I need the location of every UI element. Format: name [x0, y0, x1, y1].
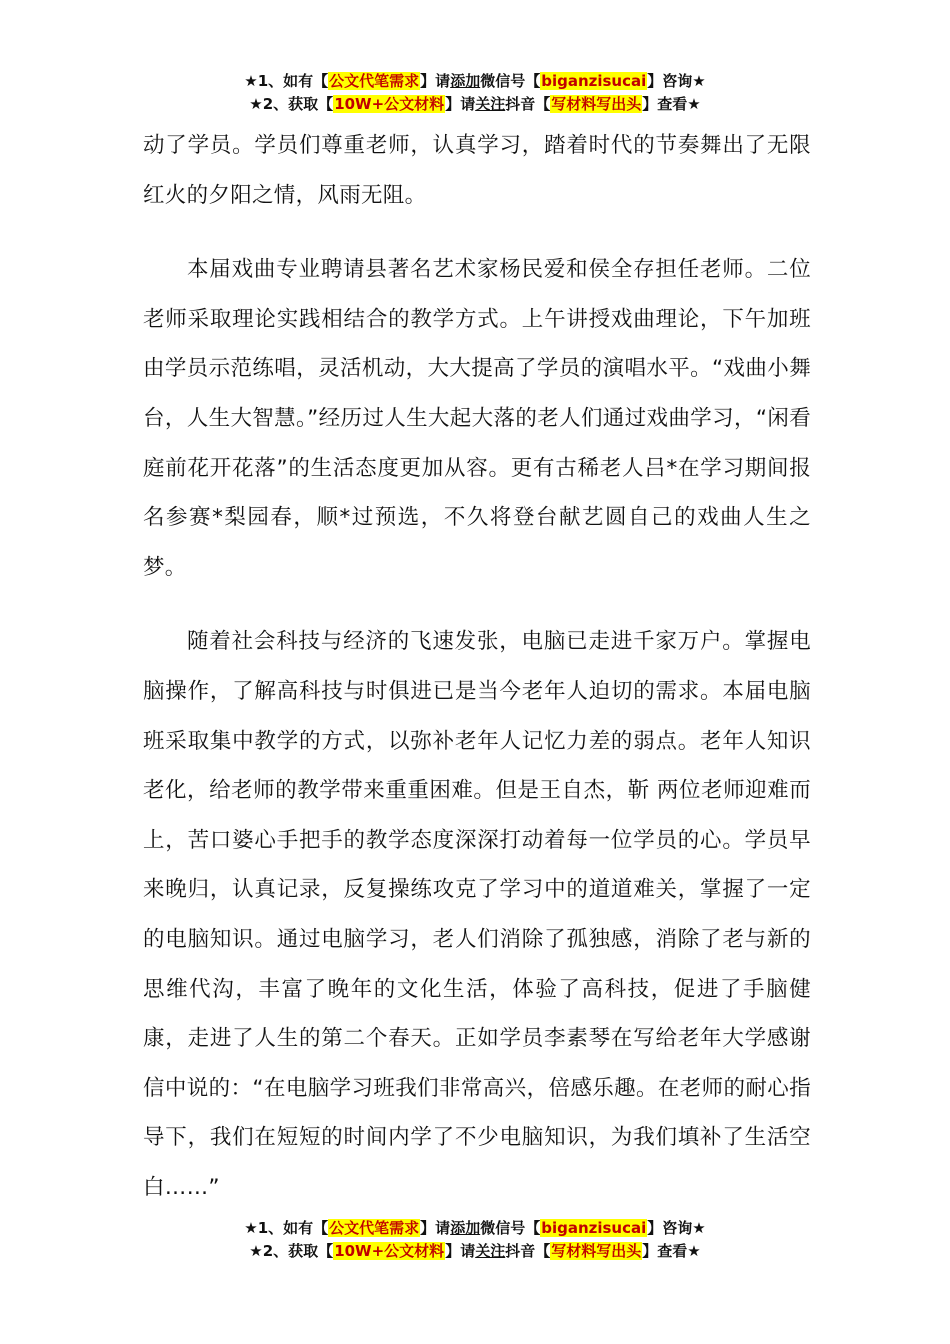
- banner-underlined-text: 关注: [475, 1242, 506, 1260]
- banner-text: ★2、获取【: [249, 95, 334, 113]
- banner-text: 】请: [420, 1219, 451, 1237]
- highlight-wechat-id: biganzisucai: [541, 72, 647, 90]
- banner-text: 】咨询★: [647, 72, 706, 90]
- highlight-materials: 10W+公文材料: [334, 1242, 445, 1260]
- banner-text: ★2、获取【: [249, 1242, 334, 1260]
- banner-text: 】请: [445, 1242, 476, 1260]
- banner-text: ★1、如有【: [244, 1219, 329, 1237]
- banner-text: ★1、如有【: [244, 72, 329, 90]
- paragraph-computer-class: 随着社会科技与经济的飞速发张，电脑已走进千家万户。掌握电脑操作，了解高科技与时俱进已是当今老年人迫切的需求。本届电脑班采取集中教学的方式，以弥补老年人记忆力差的弱点。老年人知识老化，给老师的教学带来重重困难。但是王自杰，靳 两位老师迎难而上，苦口婆心手把手的教学态度深深打动着每一位学员的心。学员早来晚归，认真记录，反复操练攻克了学习中的道道难关，掌握了一定的电脑知识。通过电脑学习，老人们消除了孤独感，消除了老与新的思维代沟，丰富了晚年的文化生活，体验了高科技，促进了手脑健康，走进了人生的第二个春天。正如学员李素琴在写给老年大学感谢信中说的：“在电脑学习班我们非常高兴，倍感乐趣。在老师的耐心指导下，我们在短短的时间内学了不少电脑知识，为我们填补了生活空白……”: [143, 629, 811, 1200]
- highlight-service: 公文代笔需求: [329, 1219, 420, 1237]
- header-banner: [0, 70, 950, 116]
- banner-line-1: [0, 70, 950, 93]
- highlight-wechat-id: biganzisucai: [541, 1219, 647, 1237]
- paragraph-continuation: 动了学员。学员们尊重老师，认真学习，踏着时代的节奏舞出了无限红火的夕阳之情，风雨无阻。: [143, 133, 811, 208]
- banner-text: 】查看★: [642, 1242, 701, 1260]
- banner-text: 抖音【: [505, 1242, 551, 1260]
- banner-text: 】查看★: [642, 95, 701, 113]
- banner-text: 】咨询★: [647, 1219, 706, 1237]
- banner-text: 抖音【: [505, 95, 551, 113]
- footer-banner: [0, 1217, 950, 1263]
- banner-line-2: [0, 1240, 950, 1263]
- paragraph-opera-class: 本届戏曲专业聘请县著名艺术家杨民爱和侯全存担任老师。二位老师采取理论实践相结合的教学方式。上午讲授戏曲理论，下午加班由学员示范练唱，灵活机动，大大提高了学员的演唱水平。“戏曲小舞台，人生大智慧。”经历过人生大起大落的老人们通过戏曲学习，“闲看庭前花开花落”的生活态度更加从容。更有古稀老人吕*在学习期间报名参赛*梨园春，顺*过预选，不久将登台献艺圆自己的戏曲人生之梦。: [143, 257, 811, 580]
- banner-underlined-text: 添加: [450, 1219, 481, 1237]
- banner-line-2: [0, 93, 950, 116]
- banner-text: 微信号【: [480, 1219, 541, 1237]
- document-body: [143, 121, 811, 1212]
- highlight-materials: 10W+公文材料: [334, 95, 445, 113]
- highlight-douyin-account: 写材料写出头: [551, 1242, 642, 1260]
- banner-text: 】请: [445, 95, 476, 113]
- banner-line-1: [0, 1217, 950, 1240]
- highlight-service: 公文代笔需求: [329, 72, 420, 90]
- highlight-douyin-account: 写材料写出头: [551, 95, 642, 113]
- banner-text: 微信号【: [480, 72, 541, 90]
- banner-underlined-text: 关注: [475, 95, 506, 113]
- banner-underlined-text: 添加: [450, 72, 481, 90]
- banner-text: 】请: [420, 72, 451, 90]
